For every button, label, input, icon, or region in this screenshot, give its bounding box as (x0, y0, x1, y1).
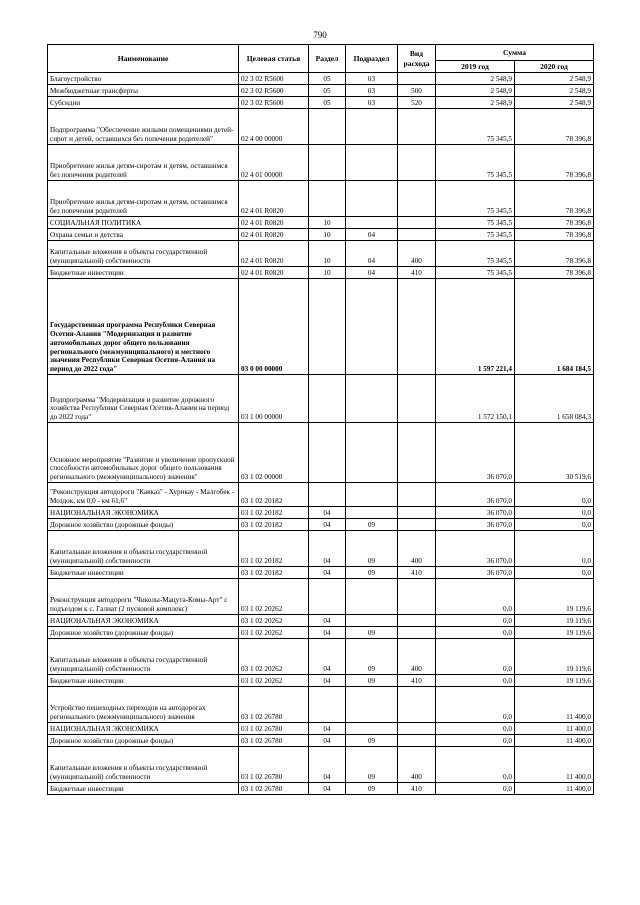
table-row (48, 85, 594, 97)
cell-sum-2020: 78 396,8 (515, 217, 594, 229)
cell-subsection (346, 279, 398, 375)
cell-expense-type (398, 615, 436, 627)
cell-name: Капитальные вложения в объекты государственной (муниципальной) собственности (48, 639, 239, 675)
cell-section: 04 (309, 723, 346, 735)
cell-name: Дорожное хозяйство (дорожные фонды) (48, 627, 239, 639)
cell-sum-2019: 36 070,0 (436, 567, 515, 579)
cell-section: 04 (309, 531, 346, 567)
cell-expense-type (398, 109, 436, 145)
cell-target-code: 03 1 02 20182 (239, 483, 309, 507)
cell-subsection (346, 109, 398, 145)
cell-sum-2019: 1 572 150,1 (436, 375, 515, 423)
cell-subsection: 09 (346, 735, 398, 747)
col-header-sum: Сумма (436, 45, 594, 61)
col-header-subsection: Подраздел (346, 45, 398, 73)
table-row (48, 241, 594, 267)
cell-expense-type (398, 507, 436, 519)
cell-target-code: 03 1 00 00000 (239, 375, 309, 423)
cell-name: Субсидии (48, 97, 239, 109)
table-row (48, 73, 594, 85)
cell-subsection: 04 (346, 267, 398, 279)
cell-section: 04 (309, 615, 346, 627)
cell-section: 04 (309, 675, 346, 687)
cell-section: 04 (309, 747, 346, 783)
cell-target-code: 03 1 02 00000 (239, 423, 309, 483)
cell-section (309, 181, 346, 217)
cell-sum-2019: 2 548,9 (436, 97, 515, 109)
cell-expense-type (398, 73, 436, 85)
cell-sum-2019: 0,0 (436, 615, 515, 627)
cell-name: Реконструкция автодороги "Чиколы-Мацута-Комы-Арт" с подъездом к с. Галиат (2 пусковой комплекс) (48, 579, 239, 615)
cell-target-code: 03 0 00 00000 (239, 279, 309, 375)
table-row (48, 783, 594, 795)
cell-sum-2020: 0,0 (515, 531, 594, 567)
cell-name: Бюджетные инвестиции (48, 783, 239, 795)
cell-section: 05 (309, 85, 346, 97)
col-header-name: Наименование (48, 45, 239, 73)
cell-target-code: 02 4 01 R0820 (239, 241, 309, 267)
cell-target-code: 02 4 01 R0820 (239, 229, 309, 241)
cell-expense-type: 410 (398, 567, 436, 579)
cell-subsection: 09 (346, 639, 398, 675)
cell-name: Приобретение жилья детям-сиротам и детям, оставшимся без попечения родителей (48, 181, 239, 217)
cell-expense-type (398, 217, 436, 229)
cell-name: Государственная программа Республики Северная Осетия-Алания "Модернизация и развитие автомобильных дорог общего пользования регионального (межмуниципального) и местного значения Республики Северная Осетия-Алания на период до 2022 года" (48, 279, 239, 375)
table-row (48, 639, 594, 675)
cell-subsection (346, 145, 398, 181)
cell-sum-2020: 0,0 (515, 483, 594, 507)
cell-name: Дорожное хозяйство (дорожные фонды) (48, 735, 239, 747)
cell-target-code: 03 1 02 26780 (239, 783, 309, 795)
cell-subsection (346, 579, 398, 615)
cell-expense-type (398, 519, 436, 531)
cell-subsection (346, 423, 398, 483)
cell-sum-2020: 1 658 084,3 (515, 375, 594, 423)
cell-expense-type: 400 (398, 531, 436, 567)
cell-sum-2019: 0,0 (436, 627, 515, 639)
cell-sum-2020: 0,0 (515, 507, 594, 519)
cell-section: 10 (309, 241, 346, 267)
table-row (48, 519, 594, 531)
cell-sum-2019: 0,0 (436, 723, 515, 735)
cell-sum-2019: 0,0 (436, 783, 515, 795)
page-number: 790 (313, 30, 327, 40)
cell-name: НАЦИОНАЛЬНАЯ ЭКОНОМИКА (48, 723, 239, 735)
cell-section: 04 (309, 735, 346, 747)
cell-expense-type: 520 (398, 97, 436, 109)
cell-sum-2019: 2 548,9 (436, 85, 515, 97)
table-row (48, 229, 594, 241)
cell-subsection: 04 (346, 229, 398, 241)
cell-subsection (346, 483, 398, 507)
cell-subsection (346, 375, 398, 423)
table-row (48, 423, 594, 483)
cell-sum-2020: 2 548,9 (515, 97, 594, 109)
cell-sum-2020: 11 400,0 (515, 783, 594, 795)
cell-sum-2020: 78 396,8 (515, 145, 594, 181)
cell-sum-2020: 30 519,6 (515, 423, 594, 483)
cell-sum-2019: 36 070,0 (436, 519, 515, 531)
cell-name: Подпрограмма "Обеспечение жилыми помещениями детей-сирот и детей, оставшихся без попечения родителей" (48, 109, 239, 145)
cell-target-code: 02 4 01 R0820 (239, 217, 309, 229)
cell-expense-type (398, 735, 436, 747)
col-header-target: Целевая статья (239, 45, 309, 73)
cell-sum-2020: 78 396,8 (515, 241, 594, 267)
cell-expense-type (398, 423, 436, 483)
table-row (48, 109, 594, 145)
cell-sum-2020: 78 396,8 (515, 181, 594, 217)
table-header-row (48, 45, 594, 61)
table-row (48, 747, 594, 783)
cell-sum-2020: 78 396,8 (515, 267, 594, 279)
table-row (48, 531, 594, 567)
cell-subsection: 03 (346, 73, 398, 85)
cell-subsection: 09 (346, 627, 398, 639)
col-header-year-2019: 2019 год (436, 61, 515, 73)
cell-target-code: 03 1 02 20262 (239, 579, 309, 615)
cell-target-code: 02 4 01 R0820 (239, 181, 309, 217)
cell-sum-2019: 0,0 (436, 639, 515, 675)
cell-sum-2020: 19 119,6 (515, 579, 594, 615)
table-row (48, 507, 594, 519)
cell-expense-type (398, 483, 436, 507)
cell-name: Бюджетные инвестиции (48, 675, 239, 687)
col-header-section: Раздел (309, 45, 346, 73)
cell-sum-2019: 36 070,0 (436, 507, 515, 519)
cell-section: 04 (309, 567, 346, 579)
cell-subsection (346, 615, 398, 627)
cell-section (309, 483, 346, 507)
cell-sum-2019: 0,0 (436, 747, 515, 783)
cell-section: 04 (309, 507, 346, 519)
cell-target-code: 03 1 02 26780 (239, 747, 309, 783)
cell-sum-2019: 75 345,5 (436, 109, 515, 145)
cell-target-code: 02 4 01 R0820 (239, 267, 309, 279)
cell-section: 04 (309, 783, 346, 795)
table-row (48, 279, 594, 375)
cell-sum-2020: 19 119,6 (515, 639, 594, 675)
table-row (48, 675, 594, 687)
cell-sum-2019: 75 345,5 (436, 217, 515, 229)
cell-expense-type (398, 181, 436, 217)
table-row (48, 145, 594, 181)
cell-subsection: 09 (346, 531, 398, 567)
cell-sum-2020: 19 119,6 (515, 627, 594, 639)
cell-target-code: 03 1 02 20262 (239, 639, 309, 675)
cell-name: Основное мероприятие "Развитие и увеличение пропускной способности автомобильных дорог общего пользования регионального (межмуниципального) значения" (48, 423, 239, 483)
cell-target-code: 03 1 02 20182 (239, 507, 309, 519)
cell-sum-2019: 75 345,5 (436, 181, 515, 217)
cell-target-code: 03 1 02 26780 (239, 723, 309, 735)
table-row (48, 97, 594, 109)
table-row (48, 375, 594, 423)
cell-expense-type: 400 (398, 747, 436, 783)
cell-sum-2019: 0,0 (436, 687, 515, 723)
cell-sum-2020: 0,0 (515, 519, 594, 531)
cell-name: Устройство пешеходных переходов на автодорогах регионального (межмуниципального) значения (48, 687, 239, 723)
cell-target-code: 02 3 02 R5600 (239, 85, 309, 97)
cell-section: 10 (309, 267, 346, 279)
cell-name: Капитальные вложения в объекты государственной (муниципальной) собственности (48, 531, 239, 567)
cell-expense-type: 410 (398, 267, 436, 279)
cell-name: Благоустройство (48, 73, 239, 85)
table-row (48, 217, 594, 229)
cell-expense-type: 410 (398, 675, 436, 687)
cell-sum-2019: 1 597 221,4 (436, 279, 515, 375)
cell-expense-type (398, 579, 436, 615)
col-header-expense-type: Вид расхода (398, 45, 436, 73)
table-row (48, 627, 594, 639)
cell-target-code: 03 1 02 20262 (239, 627, 309, 639)
cell-target-code: 02 4 00 00000 (239, 109, 309, 145)
cell-name: НАЦИОНАЛЬНАЯ ЭКОНОМИКА (48, 507, 239, 519)
cell-section (309, 145, 346, 181)
cell-subsection: 09 (346, 567, 398, 579)
cell-sum-2019: 75 345,5 (436, 229, 515, 241)
cell-subsection (346, 181, 398, 217)
cell-sum-2019: 75 345,5 (436, 145, 515, 181)
cell-sum-2020: 2 548,9 (515, 85, 594, 97)
cell-subsection (346, 687, 398, 723)
cell-target-code: 02 3 02 R5600 (239, 97, 309, 109)
table-row (48, 579, 594, 615)
cell-subsection: 09 (346, 519, 398, 531)
cell-section: 05 (309, 97, 346, 109)
table-row (48, 267, 594, 279)
cell-target-code: 03 1 02 20262 (239, 615, 309, 627)
cell-target-code: 03 1 02 20182 (239, 519, 309, 531)
cell-subsection (346, 507, 398, 519)
cell-expense-type: 400 (398, 639, 436, 675)
table-row (48, 723, 594, 735)
cell-sum-2020: 78 396,8 (515, 109, 594, 145)
col-header-year-2020: 2020 год (515, 61, 594, 73)
cell-name: "Реконструкция автодороги "Кавказ" - Хурикау - Малгобек - Моздок, км 0,0 - км 61,6" (48, 483, 239, 507)
cell-subsection: 03 (346, 85, 398, 97)
cell-expense-type (398, 723, 436, 735)
cell-subsection (346, 217, 398, 229)
table-row (48, 567, 594, 579)
cell-sum-2019: 36 070,0 (436, 531, 515, 567)
table-row (48, 687, 594, 723)
budget-table (47, 44, 594, 795)
cell-section: 04 (309, 639, 346, 675)
cell-name: Охрана семьи и детства (48, 229, 239, 241)
cell-expense-type (398, 627, 436, 639)
cell-sum-2020: 19 119,6 (515, 615, 594, 627)
cell-subsection: 04 (346, 241, 398, 267)
cell-expense-type (398, 279, 436, 375)
cell-sum-2019: 36 070,0 (436, 483, 515, 507)
cell-sum-2020: 78 396,8 (515, 229, 594, 241)
cell-name: Дорожное хозяйство (дорожные фонды) (48, 519, 239, 531)
cell-expense-type (398, 145, 436, 181)
cell-sum-2020: 11 400,0 (515, 747, 594, 783)
cell-section: 10 (309, 229, 346, 241)
cell-expense-type (398, 229, 436, 241)
cell-target-code: 03 1 02 26780 (239, 687, 309, 723)
table-row (48, 483, 594, 507)
cell-section: 04 (309, 519, 346, 531)
cell-sum-2020: 2 548,9 (515, 73, 594, 85)
cell-expense-type: 500 (398, 85, 436, 97)
cell-name: Подпрограмма "Модернизация и развитие дорожного хозяйства Республики Северная Осетия-Алания на период до 2022 года" (48, 375, 239, 423)
cell-sum-2019: 75 345,5 (436, 267, 515, 279)
cell-target-code: 02 4 01 00000 (239, 145, 309, 181)
table-row (48, 615, 594, 627)
cell-subsection: 09 (346, 747, 398, 783)
cell-section: 05 (309, 73, 346, 85)
cell-section (309, 579, 346, 615)
table-row (48, 735, 594, 747)
cell-section (309, 109, 346, 145)
cell-expense-type (398, 687, 436, 723)
cell-target-code: 03 1 02 20262 (239, 675, 309, 687)
cell-expense-type (398, 375, 436, 423)
cell-sum-2019: 0,0 (436, 579, 515, 615)
table-body (48, 73, 594, 795)
cell-expense-type: 410 (398, 783, 436, 795)
cell-name: Капитальные вложения в объекты государственной (муниципальной) собственности (48, 241, 239, 267)
cell-section (309, 687, 346, 723)
cell-target-code: 03 1 02 20182 (239, 567, 309, 579)
cell-section (309, 375, 346, 423)
cell-sum-2020: 11 400,0 (515, 687, 594, 723)
cell-expense-type: 400 (398, 241, 436, 267)
cell-sum-2019: 0,0 (436, 735, 515, 747)
cell-sum-2019: 75 345,5 (436, 241, 515, 267)
cell-target-code: 02 3 02 R5600 (239, 73, 309, 85)
cell-sum-2020: 1 684 184,5 (515, 279, 594, 375)
cell-section: 10 (309, 217, 346, 229)
cell-subsection: 09 (346, 675, 398, 687)
cell-sum-2019: 2 548,9 (436, 73, 515, 85)
cell-subsection: 03 (346, 97, 398, 109)
table-row (48, 181, 594, 217)
cell-subsection (346, 723, 398, 735)
cell-section: 04 (309, 627, 346, 639)
cell-name: Бюджетные инвестиции (48, 267, 239, 279)
cell-sum-2020: 19 119,6 (515, 675, 594, 687)
cell-name: Приобретение жилья детям-сиротам и детям, оставшимся без попечения родителей (48, 145, 239, 181)
cell-subsection: 09 (346, 783, 398, 795)
cell-name: СОЦИАЛЬНАЯ ПОЛИТИКА (48, 217, 239, 229)
cell-target-code: 03 1 02 26780 (239, 735, 309, 747)
cell-sum-2020: 11 400,0 (515, 735, 594, 747)
cell-sum-2019: 0,0 (436, 675, 515, 687)
cell-name: Капитальные вложения в объекты государственной (муниципальной) собственности (48, 747, 239, 783)
cell-target-code: 03 1 02 20182 (239, 531, 309, 567)
cell-name: Межбюджетные трансферты (48, 85, 239, 97)
cell-name: НАЦИОНАЛЬНАЯ ЭКОНОМИКА (48, 615, 239, 627)
cell-sum-2020: 11 400,0 (515, 723, 594, 735)
cell-sum-2020: 0,0 (515, 567, 594, 579)
cell-section (309, 423, 346, 483)
cell-name: Бюджетные инвестиции (48, 567, 239, 579)
cell-sum-2019: 36 070,0 (436, 423, 515, 483)
cell-section (309, 279, 346, 375)
